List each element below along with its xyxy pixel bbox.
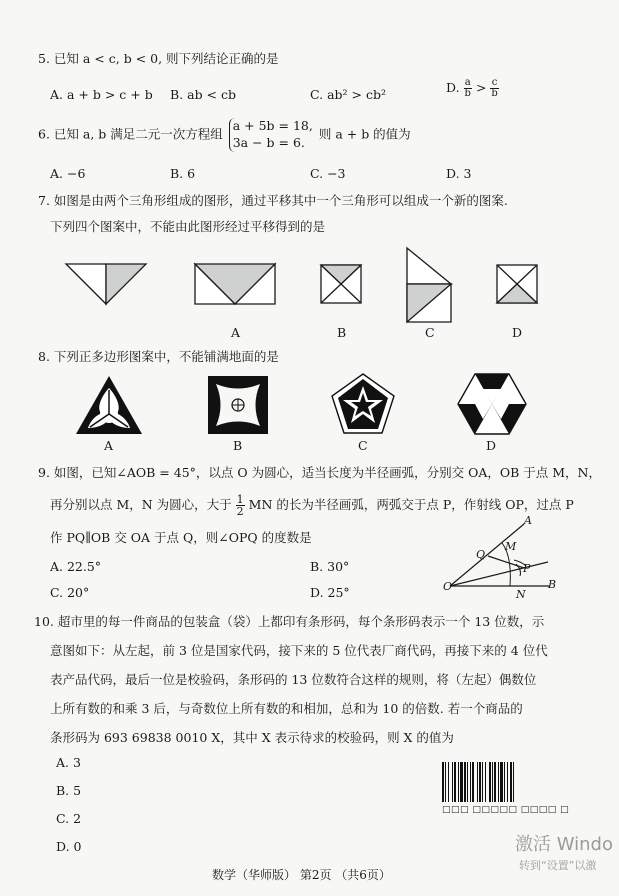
q8-figure-c-pentagon bbox=[331, 373, 395, 435]
barcode-bar bbox=[504, 762, 505, 802]
barcode-bar bbox=[479, 762, 481, 802]
q7-line1: 7. 如图是由两个三角形组成的图形，通过平移其中一个三角形可以组成一个新的图案. bbox=[38, 193, 508, 208]
barcode-bar bbox=[464, 762, 466, 802]
barcode-bar bbox=[442, 762, 444, 802]
q9-fig-label-n: N bbox=[516, 588, 526, 601]
barcode-bar bbox=[510, 762, 512, 802]
q10-line2: 意图如下：从左起，前 3 位是国家代码，接下来的 5 位代表厂商代码，再接下来的 4 位代 bbox=[50, 643, 548, 658]
q6-eq2: 3a − b = 6. bbox=[232, 134, 305, 150]
barcode-bar bbox=[448, 762, 449, 802]
q8-label-a: A bbox=[104, 438, 114, 453]
q8-figure-d-hexagon bbox=[457, 373, 527, 435]
q9-line3: 作 PQ∥OB 交 OA 于点 Q，则∠OPQ 的度数是 bbox=[50, 530, 312, 545]
barcode-bar bbox=[472, 762, 474, 802]
barcode-bar bbox=[482, 762, 483, 802]
q10-option-d: D. 0 bbox=[56, 839, 82, 854]
q6-option-c: C. −3 bbox=[310, 166, 346, 181]
barcode-bar bbox=[494, 762, 496, 802]
q6-option-b: B. 6 bbox=[170, 166, 196, 181]
q7-label-b: B bbox=[337, 325, 347, 340]
q5-fraction-c-over-b: $\frac{c}{b}$ bbox=[491, 77, 498, 99]
windows-activation-watermark-subtitle: 转到“设置”以激 bbox=[519, 859, 597, 872]
q6-stem-pre: 6. 已知 a, b 满足二元一次方程组 bbox=[38, 126, 223, 142]
q5-option-c: C. ab² > cb² bbox=[310, 87, 386, 102]
q10-barcode-image bbox=[442, 762, 558, 802]
barcode-bar bbox=[507, 762, 508, 802]
barcode-bar bbox=[513, 762, 514, 802]
q9-line2-post: MN 的长为半径画弧，两弧交于点 P，作射线 OP，过点 P bbox=[248, 497, 574, 512]
q5-option-a: A. a + b > c + b bbox=[50, 87, 153, 102]
q5-greater-than: > bbox=[475, 80, 487, 95]
barcode-bar bbox=[467, 762, 468, 802]
barcode-bar bbox=[460, 762, 463, 802]
q9-option-b: B. 30° bbox=[310, 559, 350, 574]
q5-fraction-a-over-b: $\frac{a}{b}$ bbox=[464, 77, 471, 99]
q9-fig-label-q: Q bbox=[476, 548, 486, 561]
q7-original-figure bbox=[64, 262, 148, 306]
q5-stem: 5. 已知 a < c, b < 0, 则下列结论正确的是 bbox=[38, 51, 279, 66]
q10-line5: 条形码为 693 69838 0010 X，其中 X 表示待求的校验码，则 X 的值为 bbox=[50, 730, 454, 745]
barcode-bar bbox=[470, 762, 471, 802]
q7-figure-b bbox=[320, 264, 362, 304]
barcode-bar bbox=[485, 762, 486, 802]
q7-figure-c bbox=[405, 246, 453, 324]
q9-option-d: D. 25° bbox=[310, 585, 350, 600]
q8-figure-a-triangle bbox=[74, 374, 144, 436]
q9-fig-label-p: P bbox=[523, 562, 531, 575]
q7-line2: 下列四个图案中，不能由此图形经过平移得到的是 bbox=[50, 219, 326, 234]
q9-fig-label-a: A bbox=[524, 514, 532, 527]
q7-figure-d bbox=[496, 264, 538, 304]
q7-label-c: C bbox=[425, 325, 435, 340]
q6-equation-system bbox=[229, 118, 313, 152]
q8-stem: 8. 下列正多边形图案中，不能铺满地面的是 bbox=[38, 349, 279, 364]
barcode-bar bbox=[489, 762, 491, 802]
q6-stem-post: 则 a + b 的值为 bbox=[318, 126, 411, 142]
q8-label-d: D bbox=[486, 438, 497, 453]
q5-option-b: B. ab < cb bbox=[170, 87, 237, 102]
q8-label-c: C bbox=[358, 438, 368, 453]
barcode-bar bbox=[477, 762, 478, 802]
q10-option-a: A. 3 bbox=[56, 755, 81, 770]
barcode-bar bbox=[458, 762, 459, 802]
barcode-bar bbox=[445, 762, 446, 802]
q9-fig-label-o: O bbox=[443, 580, 453, 593]
q7-label-d: D bbox=[512, 325, 523, 340]
q8-label-b: B bbox=[233, 438, 243, 453]
q10-line1: 10. 超市里的每一件商品的包装盒（袋）上都印有条形码，每个条形码表示一个 13 位数，示 bbox=[34, 614, 545, 629]
q9-option-a: A. 22.5° bbox=[50, 559, 102, 574]
q9-line2-pre: 再分别以点 M，N 为圆心，大于 bbox=[50, 497, 232, 512]
q9-line2 bbox=[50, 494, 574, 517]
q9-fig-label-m: M bbox=[505, 540, 517, 553]
barcode-bar bbox=[498, 762, 499, 802]
q9-fraction-half: $\frac{1}{2}$ bbox=[236, 493, 244, 518]
barcode-bar bbox=[454, 762, 456, 802]
q10-option-b: B. 5 bbox=[56, 783, 82, 798]
q7-label-a: A bbox=[231, 325, 241, 340]
q9-angle-construction-figure bbox=[440, 516, 560, 596]
q5-option-d-prefix: D. bbox=[446, 80, 460, 95]
q6-option-a: A. −6 bbox=[50, 166, 86, 181]
q5-option-d bbox=[446, 78, 499, 99]
barcode-bar bbox=[452, 762, 453, 802]
q9-option-c: C. 20° bbox=[50, 585, 90, 600]
page-footer: 数学（华师版） 第2页 （共6页） bbox=[212, 868, 391, 882]
q10-line3: 表产品代码，最后一位是校验码，条形码的 13 位数符合这样的规则，将（左起）偶数位 bbox=[50, 672, 537, 687]
q9-fig-label-b: B bbox=[548, 578, 557, 591]
q9-line1: 9. 如图，已知∠AOB = 45°，以点 O 为圆心，适当长度为半径画弧，分别交 OA，OB 于点 M，N， bbox=[38, 465, 601, 480]
q6-stem bbox=[38, 118, 411, 152]
windows-activation-watermark-title: 激活 Windo bbox=[515, 834, 613, 855]
q8-figure-b-square bbox=[207, 375, 269, 435]
barcode-bar bbox=[492, 762, 493, 802]
q10-line4: 上所有数的和乘 3 后，与奇数位上所有数的和相加，总和为 10 的倍数. 若一个商品的 bbox=[50, 701, 523, 716]
q6-option-d: D. 3 bbox=[446, 166, 472, 181]
q7-figure-a bbox=[193, 262, 277, 306]
q10-option-c: C. 2 bbox=[56, 811, 82, 826]
barcode-bar bbox=[500, 762, 503, 802]
q10-barcode-caption: □□□ □□□□□ □□□□ □ bbox=[442, 805, 570, 815]
q6-eq1: a + 5b = 18, bbox=[232, 118, 313, 133]
